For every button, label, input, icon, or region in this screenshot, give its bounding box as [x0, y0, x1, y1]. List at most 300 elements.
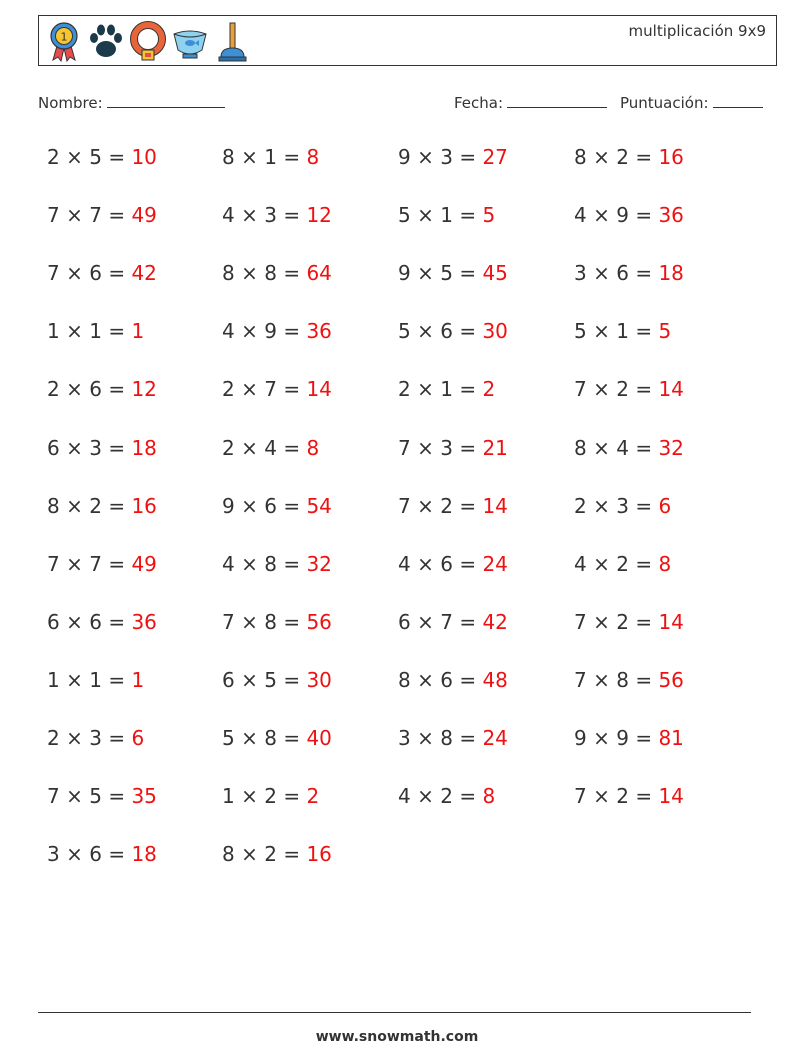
factor-a: 8 — [398, 667, 411, 692]
answer: 42 — [131, 261, 157, 286]
factor-a: 2 — [47, 377, 60, 402]
times-sign: × — [241, 609, 258, 634]
problem-item — [222, 203, 332, 227]
problem-item — [47, 261, 157, 285]
factor-b: 1 — [264, 145, 277, 169]
factor-a: 8 — [47, 493, 60, 518]
answer: 21 — [482, 435, 508, 460]
equals-sign: = — [459, 784, 477, 809]
icon-strip — [45, 20, 251, 62]
equals-sign: = — [283, 726, 301, 750]
equals-sign: = — [459, 203, 477, 228]
problem-item — [398, 784, 495, 808]
times-sign: × — [417, 261, 434, 286]
factor-a: 7 — [574, 609, 587, 634]
factor-a: 7 — [47, 551, 60, 576]
problem-item — [398, 494, 508, 518]
answer: 45 — [482, 261, 508, 286]
problem-item — [398, 610, 508, 634]
times-sign: × — [241, 493, 258, 518]
answer: 81 — [658, 726, 684, 750]
factor-a: 2 — [398, 377, 411, 402]
factor-b: 8 — [264, 551, 277, 576]
problem-item — [398, 145, 508, 169]
times-sign: × — [417, 551, 434, 576]
factor-b: 6 — [89, 842, 102, 867]
name-field[interactable] — [38, 93, 225, 112]
factor-b: 6 — [89, 261, 102, 286]
factor-b: 2 — [616, 551, 629, 576]
factor-a: 1 — [47, 667, 60, 692]
times-sign: × — [417, 609, 434, 634]
answer: 16 — [131, 493, 157, 518]
times-sign: × — [417, 377, 434, 402]
times-sign: × — [241, 319, 258, 344]
problem-item — [222, 784, 319, 808]
problem-item — [47, 552, 157, 576]
factor-b: 3 — [89, 726, 102, 750]
times-sign: × — [66, 203, 83, 228]
factor-a: 5 — [398, 203, 411, 228]
factor-b: 8 — [264, 726, 277, 750]
equals-sign: = — [283, 609, 301, 634]
equals-sign: = — [635, 726, 653, 750]
equals-sign: = — [635, 493, 653, 518]
times-sign: × — [593, 435, 610, 460]
problem-item — [47, 436, 157, 460]
answer: 30 — [306, 667, 332, 692]
answer: 24 — [482, 726, 508, 750]
factor-b: 2 — [264, 784, 277, 809]
name-label: Nombre: — [38, 94, 103, 112]
times-sign: × — [417, 726, 434, 750]
medal-icon — [45, 20, 83, 62]
equals-sign: = — [283, 261, 301, 286]
answer: 12 — [306, 203, 332, 228]
answer: 6 — [658, 493, 672, 518]
times-sign: × — [241, 784, 258, 809]
times-sign: × — [66, 551, 83, 576]
problem-item — [47, 377, 157, 401]
problem-item — [574, 726, 684, 750]
factor-b: 6 — [440, 667, 453, 692]
problem-item — [222, 842, 332, 866]
equals-sign: = — [459, 551, 477, 576]
answer: 36 — [306, 319, 332, 344]
answer: 32 — [306, 551, 332, 576]
equals-sign: = — [283, 842, 301, 867]
factor-a: 6 — [47, 435, 60, 460]
problem-item — [574, 784, 684, 808]
factor-a: 7 — [47, 784, 60, 809]
problem-item — [222, 552, 332, 576]
problem-item — [574, 610, 684, 634]
problem-item — [574, 552, 671, 576]
problem-item — [574, 436, 684, 460]
factor-b: 7 — [440, 609, 453, 634]
answer: 56 — [306, 609, 332, 634]
factor-b: 1 — [89, 319, 102, 344]
times-sign: × — [593, 551, 610, 576]
factor-b: 9 — [616, 726, 629, 750]
factor-b: 3 — [264, 203, 277, 228]
answer: 18 — [131, 842, 157, 867]
equals-sign: = — [108, 609, 126, 634]
equals-sign: = — [635, 377, 653, 402]
answer: 18 — [131, 435, 157, 460]
times-sign: × — [66, 377, 83, 402]
factor-a: 7 — [47, 261, 60, 286]
answer: 8 — [482, 784, 496, 809]
factor-a: 8 — [222, 261, 235, 286]
problem-item — [222, 436, 319, 460]
factor-a: 8 — [574, 145, 587, 169]
factor-b: 2 — [616, 145, 629, 169]
problem-item — [222, 668, 332, 692]
factor-a: 4 — [574, 551, 587, 576]
factor-a: 7 — [47, 203, 60, 228]
factor-a: 3 — [398, 726, 411, 750]
answer: 18 — [658, 261, 684, 286]
worksheet-title: multiplicación 9x9 — [628, 22, 766, 40]
problem-item — [398, 668, 508, 692]
answer: 2 — [306, 784, 320, 809]
times-sign: × — [241, 726, 258, 750]
factor-b: 1 — [89, 667, 102, 692]
problem-item — [222, 494, 332, 518]
equals-sign: = — [459, 319, 477, 344]
equals-sign: = — [283, 319, 301, 344]
problem-item — [398, 377, 495, 401]
times-sign: × — [66, 145, 83, 169]
times-sign: × — [593, 145, 610, 169]
problem-item — [398, 203, 495, 227]
times-sign: × — [241, 377, 258, 402]
problem-item — [47, 726, 144, 750]
equals-sign: = — [635, 145, 653, 169]
problem-item — [47, 842, 157, 866]
times-sign: × — [66, 261, 83, 286]
svg-text:1: 1 — [60, 30, 68, 44]
problem-item — [574, 377, 684, 401]
factor-b: 7 — [89, 551, 102, 576]
times-sign: × — [593, 784, 610, 809]
equals-sign: = — [283, 435, 301, 460]
factor-b: 6 — [440, 551, 453, 576]
factor-a: 9 — [222, 493, 235, 518]
times-sign: × — [417, 493, 434, 518]
factor-a: 5 — [222, 726, 235, 750]
factor-b: 8 — [616, 667, 629, 692]
factor-a: 6 — [222, 667, 235, 692]
equals-sign: = — [459, 493, 477, 518]
equals-sign: = — [283, 551, 301, 576]
factor-a: 2 — [47, 726, 60, 750]
equals-sign: = — [635, 784, 653, 809]
factor-b: 6 — [89, 609, 102, 634]
factor-b: 3 — [616, 493, 629, 518]
times-sign: × — [241, 842, 258, 867]
answer: 35 — [131, 784, 157, 809]
equals-sign: = — [283, 667, 301, 692]
problem-item — [47, 610, 157, 634]
times-sign: × — [593, 609, 610, 634]
times-sign: × — [417, 435, 434, 460]
answer: 14 — [306, 377, 332, 402]
equals-sign: = — [635, 261, 653, 286]
factor-a: 3 — [47, 842, 60, 867]
answer: 14 — [658, 609, 684, 634]
factor-b: 5 — [264, 667, 277, 692]
times-sign: × — [417, 667, 434, 692]
answer: 24 — [482, 551, 508, 576]
factor-b: 6 — [616, 261, 629, 286]
equals-sign: = — [283, 784, 301, 809]
answer: 30 — [482, 319, 508, 344]
factor-a: 1 — [222, 784, 235, 809]
factor-a: 4 — [574, 203, 587, 228]
problem-item — [574, 494, 671, 518]
factor-a: 8 — [222, 145, 235, 169]
factor-a: 4 — [222, 319, 235, 344]
times-sign: × — [241, 261, 258, 286]
date-field[interactable] — [454, 93, 607, 112]
equals-sign: = — [635, 435, 653, 460]
times-sign: × — [241, 145, 258, 169]
equals-sign: = — [283, 203, 301, 228]
factor-b: 6 — [89, 377, 102, 402]
problem-item — [222, 726, 332, 750]
factor-a: 9 — [574, 726, 587, 750]
equals-sign: = — [108, 493, 126, 518]
problem-item — [398, 319, 508, 343]
times-sign: × — [66, 784, 83, 809]
problem-item — [47, 145, 157, 169]
answer: 2 — [482, 377, 496, 402]
answer: 8 — [306, 145, 320, 169]
factor-a: 7 — [574, 784, 587, 809]
factor-a: 4 — [398, 784, 411, 809]
factor-b: 4 — [264, 435, 277, 460]
equals-sign: = — [108, 842, 126, 867]
times-sign: × — [241, 551, 258, 576]
equals-sign: = — [459, 435, 477, 460]
factor-b: 1 — [616, 319, 629, 344]
problem-item — [222, 319, 332, 343]
factor-b: 9 — [616, 203, 629, 228]
factor-a: 4 — [222, 203, 235, 228]
equals-sign: = — [459, 667, 477, 692]
times-sign: × — [593, 261, 610, 286]
factor-a: 2 — [222, 435, 235, 460]
times-sign: × — [417, 784, 434, 809]
times-sign: × — [66, 493, 83, 518]
answer: 54 — [306, 493, 332, 518]
factor-b: 1 — [440, 377, 453, 402]
answer: 5 — [658, 319, 672, 344]
answer: 56 — [658, 667, 684, 692]
answer: 16 — [306, 842, 332, 867]
problem-item — [47, 494, 157, 518]
equals-sign: = — [283, 377, 301, 402]
equals-sign: = — [108, 726, 126, 750]
times-sign: × — [593, 493, 610, 518]
date-label: Fecha: — [454, 94, 504, 112]
factor-a: 2 — [222, 377, 235, 402]
times-sign: × — [66, 842, 83, 867]
factor-b: 1 — [440, 203, 453, 228]
factor-a: 4 — [222, 551, 235, 576]
equals-sign: = — [108, 203, 126, 228]
factor-a: 7 — [398, 435, 411, 460]
score-blank[interactable] — [713, 93, 763, 108]
times-sign: × — [417, 203, 434, 228]
factor-a: 7 — [398, 493, 411, 518]
answer: 40 — [306, 726, 332, 750]
times-sign: × — [241, 435, 258, 460]
paw-print-icon — [87, 20, 125, 62]
equals-sign: = — [108, 551, 126, 576]
problem-item — [398, 726, 508, 750]
answer: 1 — [131, 319, 145, 344]
factor-a: 3 — [574, 261, 587, 286]
problem-item — [47, 203, 157, 227]
times-sign: × — [66, 435, 83, 460]
answer: 1 — [131, 667, 145, 692]
factor-b: 2 — [89, 493, 102, 518]
factor-b: 7 — [89, 203, 102, 228]
answer: 48 — [482, 667, 508, 692]
problem-item — [398, 436, 508, 460]
equals-sign: = — [459, 261, 477, 286]
equals-sign: = — [283, 493, 301, 518]
factor-b: 2 — [616, 609, 629, 634]
problem-item — [574, 203, 684, 227]
problem-item — [47, 668, 144, 692]
equals-sign: = — [635, 203, 653, 228]
problem-item — [574, 145, 684, 169]
factor-b: 6 — [264, 493, 277, 518]
factor-b: 7 — [264, 377, 277, 402]
answer: 36 — [658, 203, 684, 228]
answer: 8 — [658, 551, 672, 576]
answer: 49 — [131, 203, 157, 228]
factor-b: 6 — [440, 319, 453, 344]
factor-a: 9 — [398, 145, 411, 169]
factor-a: 7 — [574, 377, 587, 402]
answer: 5 — [482, 203, 496, 228]
factor-b: 8 — [264, 609, 277, 634]
factor-b: 5 — [89, 784, 102, 809]
times-sign: × — [593, 203, 610, 228]
equals-sign: = — [635, 319, 653, 344]
factor-b: 8 — [264, 261, 277, 286]
factor-a: 5 — [574, 319, 587, 344]
footer-divider — [38, 1012, 751, 1013]
factor-b: 2 — [440, 493, 453, 518]
times-sign: × — [66, 609, 83, 634]
score-field[interactable] — [620, 93, 763, 112]
problem-item — [574, 319, 671, 343]
answer: 14 — [482, 493, 508, 518]
times-sign: × — [417, 145, 434, 169]
factor-b: 4 — [616, 435, 629, 460]
answer: 12 — [131, 377, 157, 402]
factor-a: 2 — [574, 493, 587, 518]
answer: 6 — [131, 726, 145, 750]
problem-item — [222, 261, 332, 285]
problem-item — [574, 261, 684, 285]
factor-b: 3 — [440, 145, 453, 169]
fish-bowl-icon — [171, 20, 209, 62]
factor-b: 8 — [440, 726, 453, 750]
factor-b: 2 — [264, 842, 277, 867]
factor-b: 5 — [440, 261, 453, 286]
factor-b: 2 — [616, 784, 629, 809]
factor-a: 7 — [574, 667, 587, 692]
equals-sign: = — [108, 145, 126, 169]
times-sign: × — [241, 667, 258, 692]
times-sign: × — [66, 667, 83, 692]
problem-item — [222, 145, 319, 169]
problem-item — [398, 552, 508, 576]
factor-a: 5 — [398, 319, 411, 344]
factor-a: 6 — [398, 609, 411, 634]
equals-sign: = — [635, 609, 653, 634]
factor-a: 4 — [398, 551, 411, 576]
score-label: Puntuación: — [620, 94, 709, 112]
equals-sign: = — [108, 261, 126, 286]
factor-a: 8 — [574, 435, 587, 460]
equals-sign: = — [108, 784, 126, 809]
times-sign: × — [593, 377, 610, 402]
problem-item — [398, 261, 508, 285]
times-sign: × — [66, 726, 83, 750]
answer: 36 — [131, 609, 157, 634]
footer-url: www.snowmath.com — [315, 1029, 479, 1045]
times-sign: × — [241, 203, 258, 228]
factor-b: 9 — [264, 319, 277, 344]
equals-sign: = — [108, 377, 126, 402]
answer: 42 — [482, 609, 508, 634]
factor-b: 3 — [89, 435, 102, 460]
problem-item — [47, 784, 157, 808]
equals-sign: = — [108, 435, 126, 460]
answer: 16 — [658, 145, 684, 169]
date-blank[interactable] — [507, 93, 607, 108]
factor-a: 6 — [47, 609, 60, 634]
answer: 14 — [658, 784, 684, 809]
equals-sign: = — [459, 377, 477, 402]
answer: 32 — [658, 435, 684, 460]
answer: 8 — [306, 435, 320, 460]
factor-a: 8 — [222, 842, 235, 867]
name-blank[interactable] — [107, 93, 225, 108]
equals-sign: = — [108, 319, 126, 344]
factor-b: 2 — [616, 377, 629, 402]
lifebuoy-icon — [129, 20, 167, 62]
equals-sign: = — [635, 667, 653, 692]
answer: 10 — [131, 145, 157, 169]
answer: 64 — [306, 261, 332, 286]
equals-sign: = — [635, 551, 653, 576]
factor-a: 9 — [398, 261, 411, 286]
problem-item — [222, 377, 332, 401]
plunger-icon — [213, 20, 251, 62]
answer: 14 — [658, 377, 684, 402]
factor-a: 2 — [47, 145, 60, 169]
equals-sign: = — [108, 667, 126, 692]
